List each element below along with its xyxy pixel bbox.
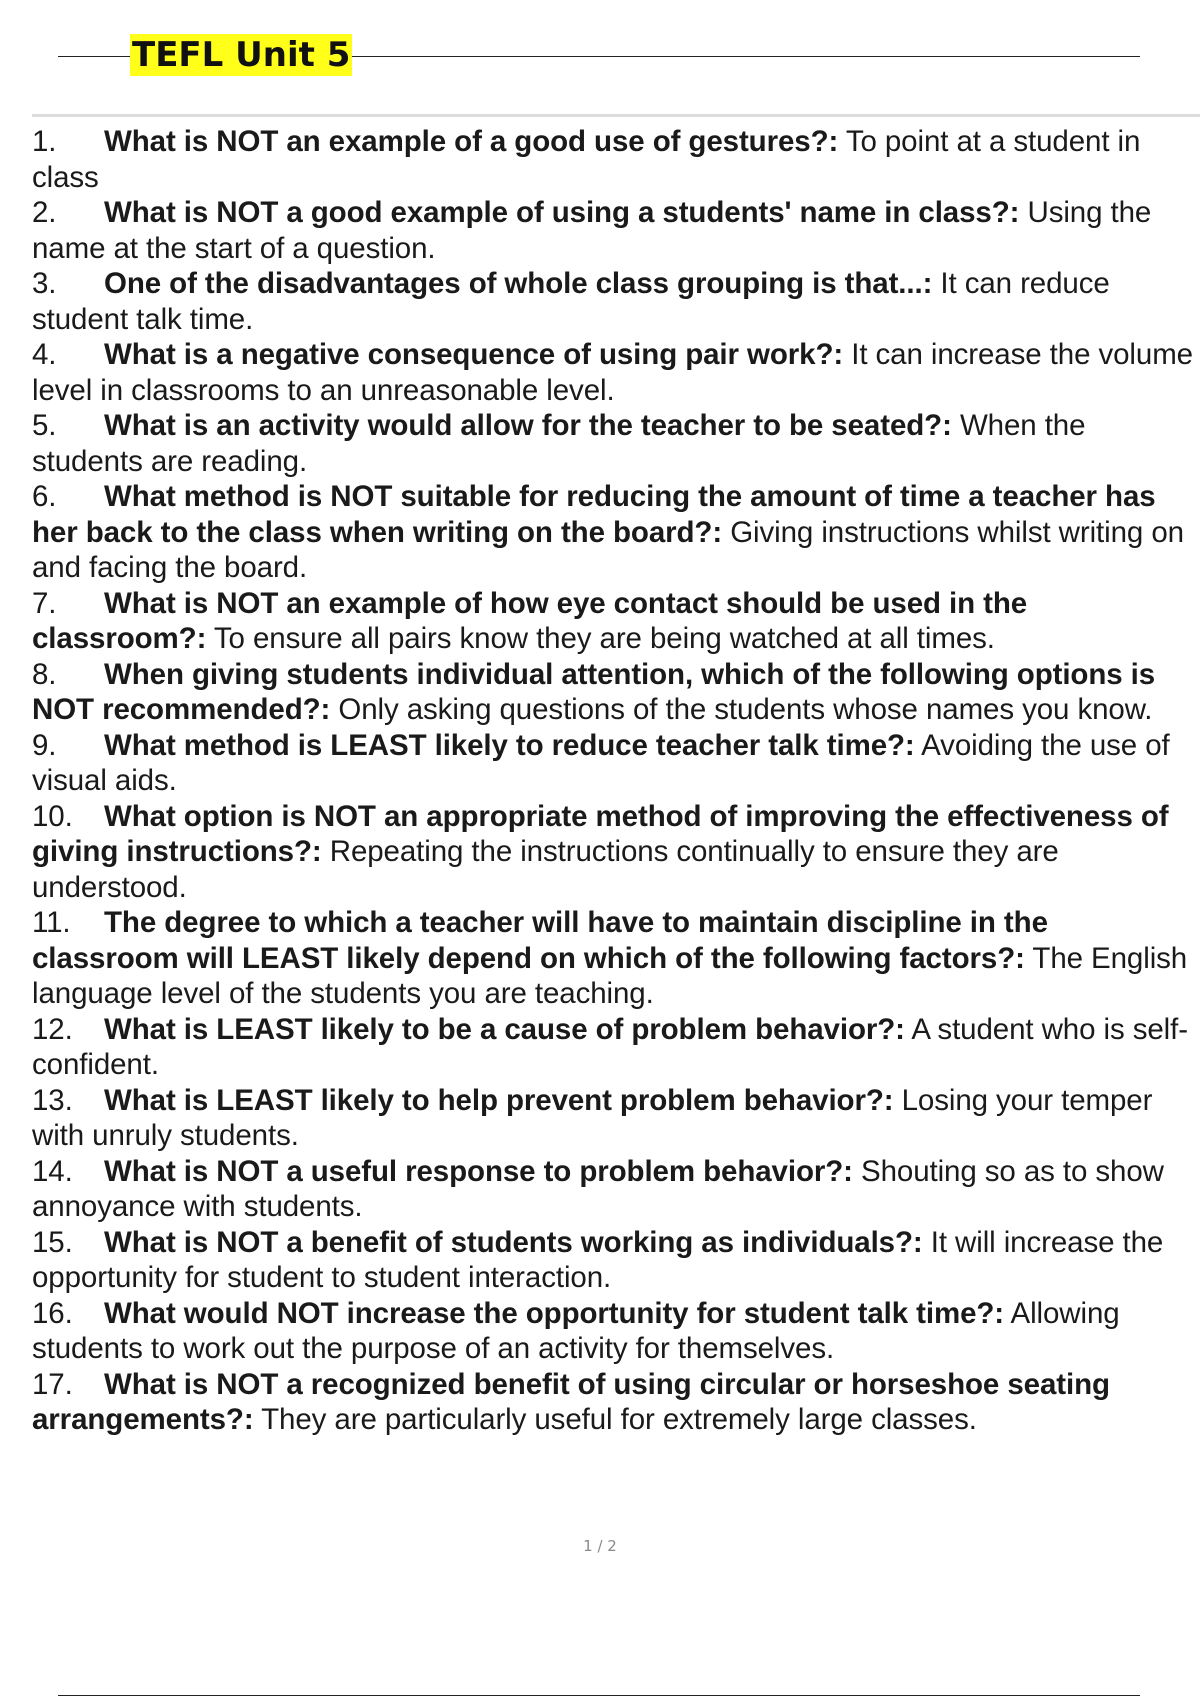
item-number: 14.	[32, 1154, 73, 1188]
item-number: 12.	[32, 1012, 73, 1046]
list-item	[32, 586, 1200, 657]
question-text: What is NOT a useful response to problem behavior?:	[104, 1154, 853, 1188]
list-item	[32, 799, 1200, 906]
item-number: 15.	[32, 1225, 73, 1259]
question-text: What is NOT an example of how eye contact should be used in the classroom?:	[32, 586, 1028, 655]
item-number: 11.	[32, 906, 71, 939]
document-title: TEFL Unit 5	[132, 35, 351, 75]
page-number: 1 / 2	[583, 1537, 617, 1555]
list-item	[32, 657, 1200, 728]
question-text: When giving students individual attention, which of the following options is NOT recommended?:	[32, 657, 1156, 726]
document-header	[58, 34, 1140, 76]
item-number: 10.	[32, 799, 73, 833]
list-item	[32, 408, 1200, 479]
question-list	[32, 124, 1200, 1438]
answer-text: It will increase the opportunity for student to student interaction.	[32, 1225, 1164, 1294]
answer-text: To ensure all pairs know they are being watched at all times.	[213, 622, 995, 655]
item-number: 4.	[32, 338, 57, 371]
item-number: 8.	[32, 657, 57, 691]
answer-text: It can increase the volume level in classrooms to an unreasonable level.	[32, 338, 1193, 407]
question-text: What is an activity would allow for the teacher to be seated?:	[104, 409, 952, 442]
question-text: What is LEAST likely to help prevent problem behavior?:	[104, 1083, 894, 1117]
answer-text: Only asking questions of the students whose names you know.	[338, 693, 1153, 726]
item-number: 3.	[32, 267, 57, 300]
item-number: 7.	[32, 586, 57, 620]
answer-text: Avoiding the use of visual aids.	[32, 728, 1170, 797]
footer-rule	[58, 1695, 1140, 1696]
item-number: 6.	[32, 480, 57, 513]
list-item	[32, 195, 1200, 266]
answer-text: To point at a student in class	[32, 125, 1141, 194]
answer-text: A student who is self-confident.	[32, 1012, 1188, 1081]
question-text: What would NOT increase the opportunity for student talk time?:	[104, 1296, 1005, 1330]
answer-text: Shouting so as to show annoyance with students.	[32, 1154, 1164, 1223]
answer-text: Giving instructions whilst writing on and facing the board.	[32, 515, 1184, 584]
answer-text: When the students are reading.	[32, 409, 1086, 478]
item-number: 2.	[32, 196, 57, 229]
list-item	[32, 479, 1200, 586]
list-item	[32, 1296, 1200, 1367]
question-text: What is NOT a benefit of students working as individuals?:	[104, 1225, 923, 1259]
answer-text: Allowing students to work out the purpose of an activity for themselves.	[32, 1296, 1120, 1365]
list-item	[32, 1367, 1200, 1438]
header-divider	[32, 114, 1200, 117]
list-item	[32, 1154, 1200, 1225]
list-item	[32, 266, 1200, 337]
list-item	[32, 1225, 1200, 1296]
list-item	[32, 1012, 1200, 1083]
question-text: What is a negative consequence of using pair work?:	[104, 338, 844, 371]
list-item	[32, 124, 1200, 195]
item-number: 17.	[32, 1367, 73, 1401]
item-number: 5.	[32, 409, 57, 442]
item-number: 1.	[32, 125, 57, 158]
answer-text: They are particularly useful for extremely large classes.	[261, 1403, 977, 1436]
question-text: One of the disadvantages of whole class grouping is that...:	[104, 267, 933, 300]
question-text: What method is NOT suitable for reducing the amount of time a teacher has her back to the class when writing on the board?:	[32, 480, 1156, 549]
answer-text: The English language level of the students you are teaching.	[32, 941, 1188, 1010]
question-text: What method is LEAST likely to reduce teacher talk time?:	[104, 728, 915, 762]
question-text: What is NOT a recognized benefit of using circular or horseshoe seating arrangements?:	[32, 1367, 1110, 1436]
answer-text: Repeating the instructions continually to ensure they are understood.	[32, 835, 1059, 904]
list-item	[32, 337, 1200, 408]
answer-text: It can reduce student talk time.	[32, 267, 1110, 336]
question-text: What option is NOT an appropriate method of improving the effectiveness of giving instructions?:	[32, 799, 1169, 868]
question-text: What is LEAST likely to be a cause of problem behavior?:	[104, 1012, 905, 1046]
item-number: 16.	[32, 1296, 73, 1330]
list-item	[32, 728, 1200, 799]
answer-text: Using the name at the start of a question.	[32, 196, 1152, 265]
question-text: What is NOT a good example of using a students' name in class?:	[104, 196, 1020, 229]
question-text: The degree to which a teacher will have to maintain discipline in the classroom will LEAST likely depend on which of the following factors?:	[32, 906, 1048, 975]
answer-text: Losing your temper with unruly students.	[32, 1083, 1153, 1152]
question-text: What is NOT an example of a good use of gestures?:	[104, 125, 839, 158]
list-item	[32, 1083, 1200, 1154]
list-item	[32, 905, 1200, 1012]
item-number: 9.	[32, 728, 57, 762]
item-number: 13.	[32, 1083, 73, 1117]
